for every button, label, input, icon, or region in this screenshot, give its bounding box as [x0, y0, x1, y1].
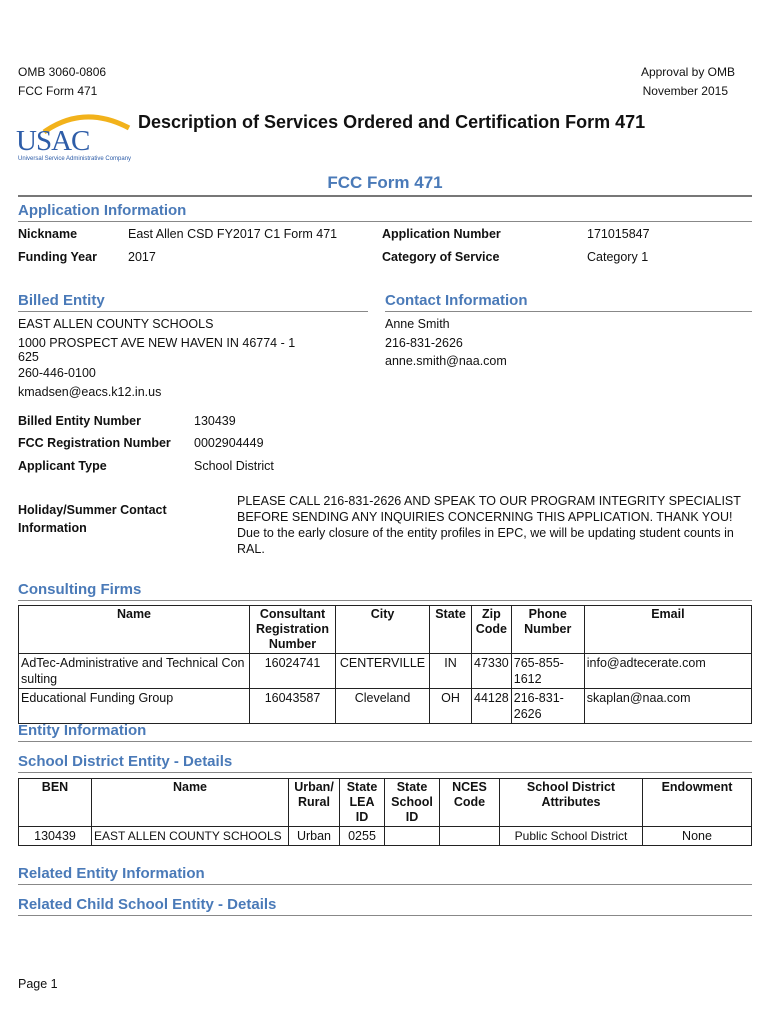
firm-zip: 47330 — [472, 654, 512, 689]
table-row — [19, 827, 752, 846]
section-consulting-firms: Consulting Firms — [18, 581, 142, 598]
section-related-entity-information: Related Entity Information — [18, 865, 205, 882]
entity-lea-id: 0255 — [340, 827, 385, 846]
category-label: Category of Service — [382, 250, 500, 264]
nickname-value: East Allen CSD FY2017 C1 Form 471 — [128, 227, 338, 241]
col-state: State — [430, 606, 472, 654]
entity-ben: 130439 — [19, 827, 92, 846]
col-zip-code: Zip Code — [472, 606, 512, 654]
firm-phone: 216-831-2626 — [511, 689, 584, 724]
col-email: Email — [584, 606, 751, 654]
logo-tagline: Universal Service Administrative Company — [18, 156, 132, 162]
firm-zip: 44128 — [472, 689, 512, 724]
form-label: FCC Form 471 — [18, 84, 98, 98]
section-school-district-entity-details: School District Entity - Details — [18, 753, 233, 770]
holiday-contact-text-3: Due to the early closure of the entity profiles in EPC, we will be updating student counts in — [237, 526, 734, 540]
omb-number: OMB 3060-0806 — [18, 65, 107, 79]
consulting-divider — [18, 600, 752, 601]
contact-divider — [385, 311, 752, 312]
firm-crn: 16024741 — [250, 654, 336, 689]
consulting-firms-table — [18, 605, 752, 724]
related-child-divider — [18, 915, 752, 916]
entity-urban-rural: Urban — [289, 827, 340, 846]
usac-logo-graphic — [14, 110, 134, 165]
page-title: Description of Services Ordered and Certification Form 471 — [138, 112, 646, 132]
billed-entity-address-2: 625 — [18, 350, 39, 364]
holiday-contact-label-1: Holiday/Summer Contact — [18, 503, 167, 517]
firm-city: CENTERVILLE — [336, 654, 430, 689]
billed-entity-divider — [18, 311, 368, 312]
entity-header-row — [19, 779, 752, 827]
contact-phone: 216-831-2626 — [385, 336, 463, 350]
entity-nces-code — [440, 827, 500, 846]
usac-logo — [14, 110, 134, 165]
frn-label: FCC Registration Number — [18, 436, 171, 450]
col-consultant-registration-number: Consultant Registration Number — [250, 606, 336, 654]
funding-year-label: Funding Year — [18, 250, 97, 264]
page-number: Page 1 — [18, 977, 58, 991]
category-value: Category 1 — [587, 250, 649, 264]
entity-attributes: Public School District — [500, 827, 643, 846]
billed-entity-address-1: 1000 PROSPECT AVE NEW HAVEN IN 46774 - 1 — [18, 336, 296, 350]
contact-name: Anne Smith — [385, 317, 450, 331]
ben-label: Billed Entity Number — [18, 414, 141, 428]
col-nces-code: NCES Code — [440, 779, 500, 827]
entity-school-id — [385, 827, 440, 846]
firm-email: skaplan@naa.com — [584, 689, 751, 724]
consulting-header-row — [19, 606, 752, 654]
col-city: City — [336, 606, 430, 654]
billed-entity-email: kmadsen@eacs.k12.in.us — [18, 385, 162, 399]
holiday-contact-text-4: RAL. — [237, 542, 265, 556]
contact-email: anne.smith@naa.com — [385, 354, 507, 368]
firm-city: Cleveland — [336, 689, 430, 724]
applicant-type-label: Applicant Type — [18, 459, 107, 473]
holiday-contact-text-2: BEFORE SENDING ANY INQUIRIES CONCERNING THIS APPLICATION. THANK YOU! — [237, 510, 733, 524]
school-district-entity-table — [18, 778, 752, 846]
application-number-label: Application Number — [382, 227, 501, 241]
firm-name: AdTec-Administrative and Technical Con sulting — [19, 654, 250, 689]
billed-entity-name: EAST ALLEN COUNTY SCHOOLS — [18, 317, 214, 331]
section-contact-information: Contact Information — [385, 292, 528, 309]
col-entity-name: Name — [92, 779, 289, 827]
section-entity-information: Entity Information — [18, 722, 147, 739]
section-related-child-school-entity-details: Related Child School Entity - Details — [18, 896, 277, 913]
section-application-information: Application Information — [18, 202, 187, 219]
firm-state: IN — [430, 654, 472, 689]
firm-email: info@adtecerate.com — [584, 654, 751, 689]
entity-name: EAST ALLEN COUNTY SCHOOLS — [92, 827, 289, 846]
holiday-contact-text-1: PLEASE CALL 216-831-2626 AND SPEAK TO OUR PROGRAM INTEGRITY SPECIALIST — [237, 494, 741, 508]
application-number-value: 171015847 — [587, 227, 650, 241]
col-phone-number: Phone Number — [511, 606, 584, 654]
form-subtitle: FCC Form 471 — [327, 173, 443, 192]
firm-state: OH — [430, 689, 472, 724]
firm-crn: 16043587 — [250, 689, 336, 724]
funding-year-value: 2017 — [128, 250, 156, 264]
col-state-school-id: State School ID — [385, 779, 440, 827]
applicant-type-value: School District — [194, 459, 274, 473]
related-divider — [18, 884, 752, 885]
section-billed-entity: Billed Entity — [18, 292, 105, 309]
col-urban-rural: Urban/ Rural — [289, 779, 340, 827]
billed-entity-phone: 260-446-0100 — [18, 366, 96, 380]
col-state-lea-id: State LEA ID — [340, 779, 385, 827]
school-district-divider — [18, 772, 752, 773]
nickname-label: Nickname — [18, 227, 78, 241]
logo-text: USAC — [16, 125, 90, 157]
title-divider — [18, 195, 752, 197]
entity-endowment: None — [643, 827, 752, 846]
holiday-contact-label-2: Information — [18, 521, 87, 535]
firm-phone: 765-855-1612 — [511, 654, 584, 689]
col-school-district-attributes: School District Attributes — [500, 779, 643, 827]
approval-label: Approval by OMB — [640, 65, 735, 79]
frn-value: 0002904449 — [194, 436, 264, 450]
firm-name: Educational Funding Group — [19, 689, 250, 724]
approval-date: November 2015 — [642, 84, 728, 98]
col-endowment: Endowment — [643, 779, 752, 827]
ben-value: 130439 — [194, 414, 236, 428]
entity-divider — [18, 741, 752, 742]
col-name: Name — [19, 606, 250, 654]
table-row — [19, 689, 752, 724]
application-divider — [18, 221, 752, 222]
col-ben: BEN — [19, 779, 92, 827]
table-row — [19, 654, 752, 689]
